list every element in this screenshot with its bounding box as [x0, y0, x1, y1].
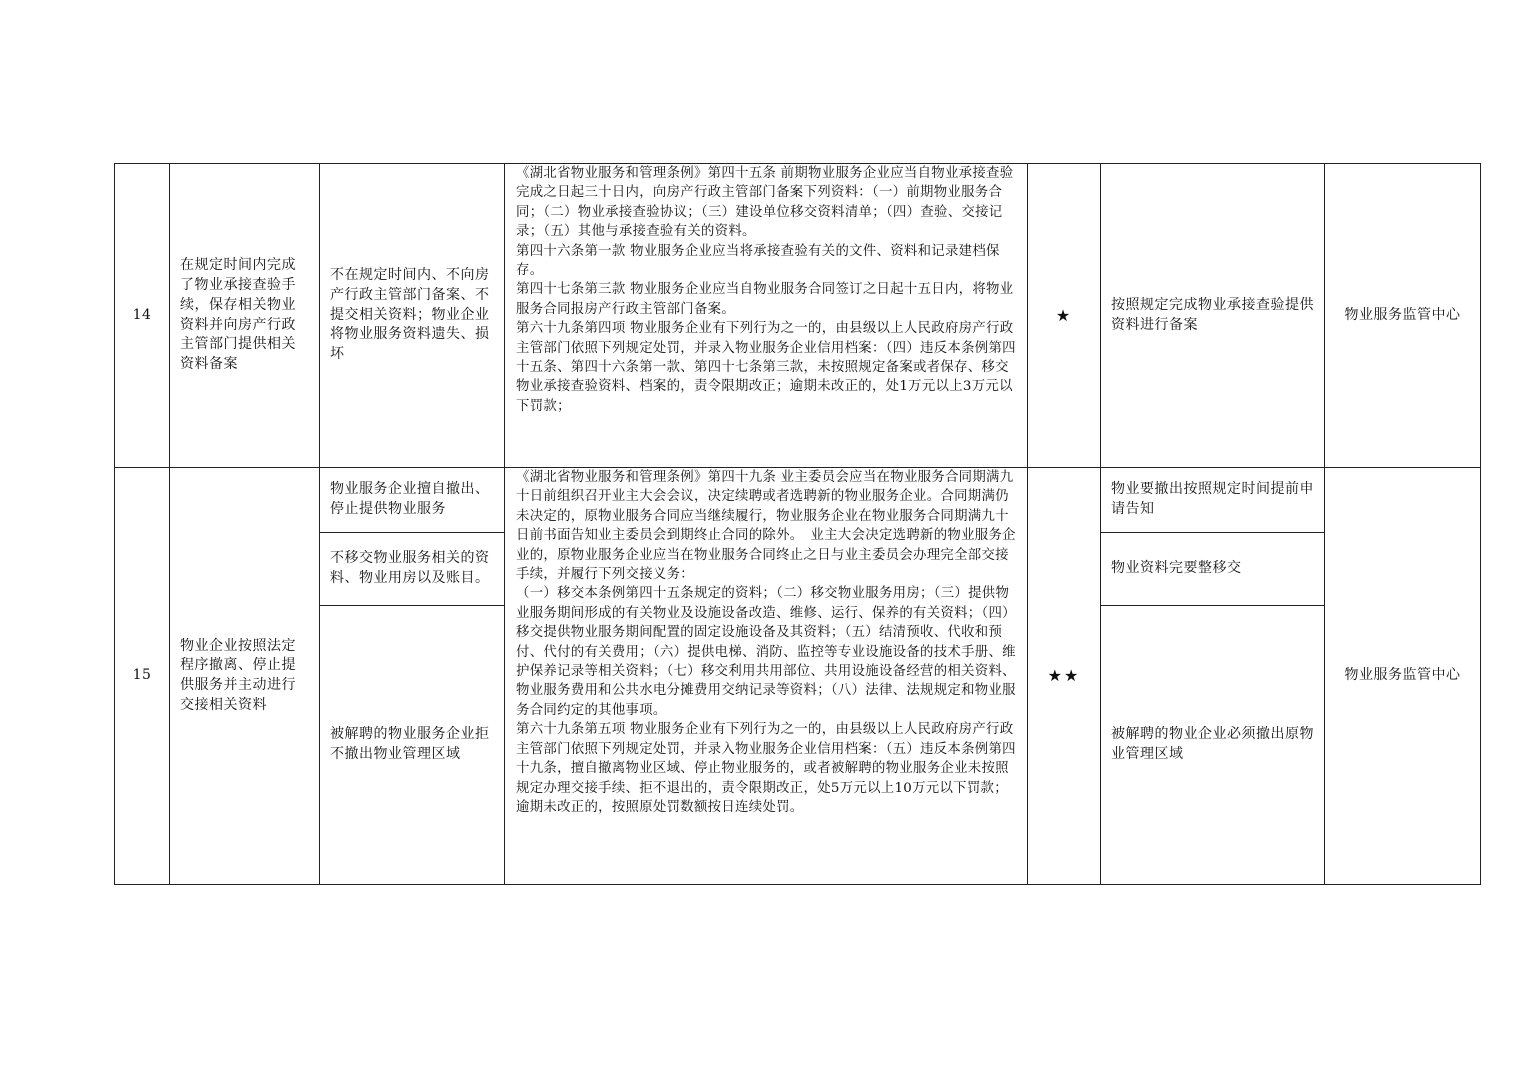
legal-basis-paragraph: 第四十六条第一款 物业服务企业应当将承接查验有关的文件、资料和记录建档保存。	[516, 243, 1000, 279]
table-row	[115, 164, 1481, 468]
responsible-department: 物业服务监管中心	[1325, 468, 1481, 885]
legal-basis-paragraph: 第六十九条第四项 物业服务企业有下列行为之一的，由县级以上人民政府房产行政主管部门依照下列规定处罚，并录入物业服务企业信用档案：（四）违反本条例第四十五条、第四十六条第一款、第四十七条第三款，未按照规定备案或者保存、移交物业承接查验资料、档案的，责令限期改正；逾期未改正的，处1万元以上3万元以下罚款；	[516, 321, 1016, 414]
legal-basis	[505, 164, 1028, 468]
row-number: 15	[115, 468, 170, 885]
legal-basis-paragraph: 《湖北省物业服务和管理条例》第四十五条 前期物业服务企业应当自物业承接查验完成之日起三十日内，向房产行政主管部门备案下列资料：（一）前期物业服务合同；（二）物业承接查验协议；（三）建设单位移交资料清单；（四）查验、交接记录；（五）其他与承接查验有关的资料。	[516, 166, 1014, 240]
check-item: 在规定时间内完成了物业承接查验手续，保存相关物业资料并向房产行政主管部门提供相关资料备案	[170, 164, 320, 468]
row-number: 14	[115, 164, 170, 468]
standard-requirement: 被解聘的物业企业必须撤出原物业管理区域	[1101, 606, 1325, 885]
table-row	[115, 468, 1481, 533]
standard-requirement: 物业资料完要整移交	[1101, 533, 1325, 606]
legal-basis	[505, 468, 1028, 885]
legal-basis-paragraph: 第六十九条第五项 物业服务企业有下列行为之一的，由县级以上人民政府房产行政主管部门依照下列规定处罚，并录入物业服务企业信用档案：（五）违反本条例第四十九条，擅自撤离物业区域、停止物业服务的，或者被解聘的物业服务企业未按照规定办理交接手续、拒不退出的，责令限期改正，处5万元以上10万元以下罚款；逾期未改正的，按照原处罚数额按日连续处罚。	[516, 722, 1016, 815]
standard-requirement: 物业要撤出按照规定时间提前申请告知	[1101, 468, 1325, 533]
violation-behavior: 被解聘的物业服务企业拒不撤出物业管理区域	[320, 606, 505, 885]
violation-behavior: 不移交物业服务相关的资料、物业用房以及账目。	[320, 533, 505, 606]
check-item: 物业企业按照法定程序撤离、停止提供服务并主动进行交接相关资料	[170, 468, 320, 885]
importance-stars: ★★	[1028, 468, 1101, 885]
legal-basis-paragraph: （一）移交本条例第四十五条规定的资料；（二）移交物业服务用房；（三）提供物业服务期间形成的有关物业及设施设备改造、维修、运行、保养的有关资料；（四）移交提供物业服务期间配置的固定设施设备及其资料；（五）结清预收、代收和预付、代付的有关费用；（六）提供电梯、消防、监控等专业设施设备的技术手册、维护保养记录等相关资料；（七）移交利用共用部位、共用设施设备经营的相关资料、物业服务费用和公共水电分摊费用交纳记录等资料；（八）法律、法规规定和物业服务合同约定的其他事项。	[516, 586, 1016, 718]
responsible-department: 物业服务监管中心	[1325, 164, 1481, 468]
importance-stars: ★	[1028, 164, 1101, 468]
standard-requirement: 按照规定完成物业承接查验提供资料进行备案	[1101, 164, 1325, 468]
legal-basis-paragraph: 第四十七条第三款 物业服务企业应当自物业服务合同签订之日起十五日内，将物业服务合同报房产行政主管部门备案。	[516, 282, 1014, 317]
legal-basis-paragraph: 《湖北省物业服务和管理条例》第四十九条 业主委员会应当在物业服务合同期满九十日前组织召开业主大会会议，决定续聘或者选聘新的物业服务企业。合同期满仍未决定的，原物业服务合同应当继续履行，物业服务企业在物业服务合同期满九十日前书面告知业主委员会到期终止合同的除外。 业主大会决定选聘新的物业服务企业的，原物业服务企业应当在物业服务合同终止之日与业主委员会办理完全部交接手续，并履行下列交接义务：	[516, 470, 1016, 583]
violation-behavior: 物业服务企业擅自撤出、停止提供物业服务	[320, 468, 505, 533]
violation-behavior: 不在规定时间内、不向房产行政主管部门备案、不提交相关资料；物业企业将物业服务资料遗失、损坏	[320, 164, 505, 468]
inspection-table	[114, 163, 1481, 885]
